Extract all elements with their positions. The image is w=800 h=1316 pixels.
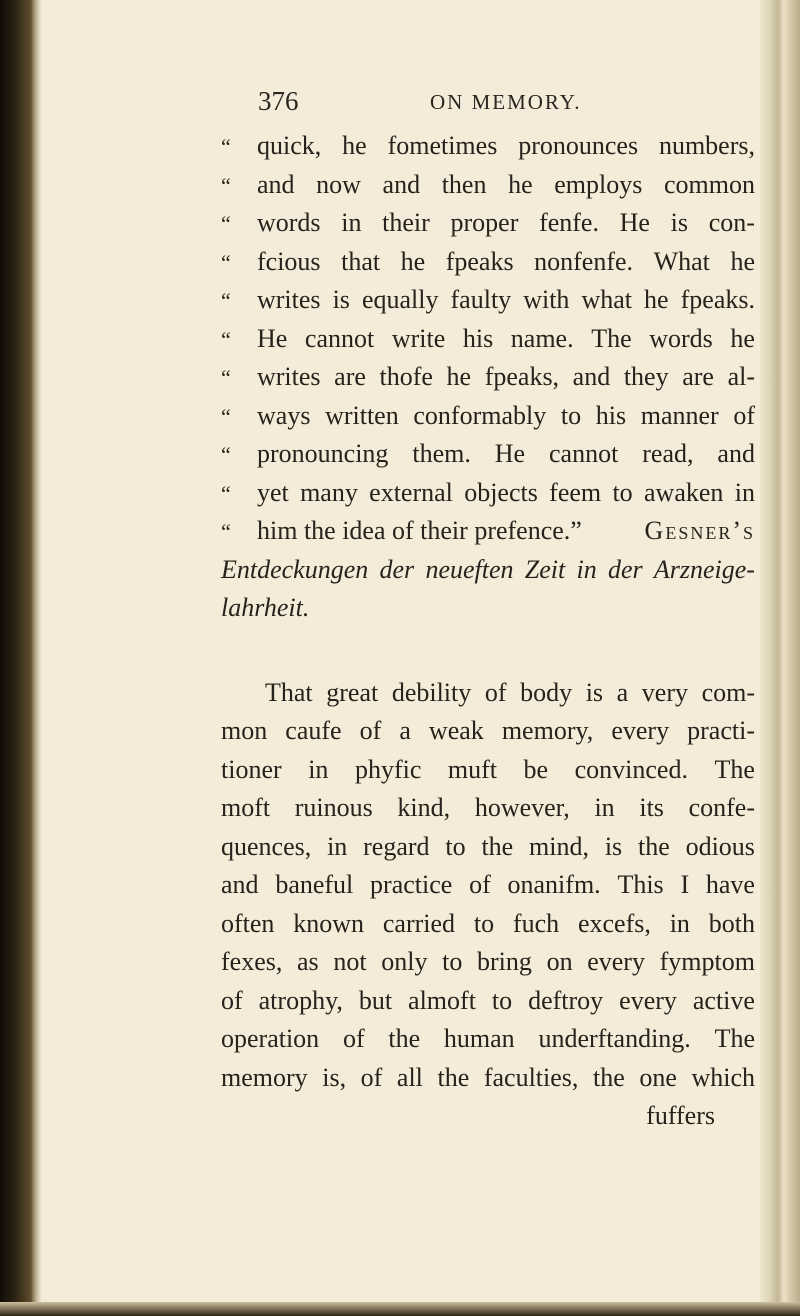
text-line [221, 674, 755, 713]
word: thofe [379, 362, 433, 391]
word: written [325, 400, 399, 430]
word: com- [701, 677, 755, 707]
word: read, [642, 439, 694, 468]
word: confe- [688, 793, 755, 822]
word: tioner [221, 754, 282, 784]
catchword: fuffers [646, 1101, 715, 1130]
word: convinced. [574, 754, 688, 784]
page-fore-edge [760, 0, 800, 1316]
word: to [560, 400, 582, 430]
word: al- [727, 362, 755, 391]
word: he [730, 246, 755, 276]
word: quick, [257, 131, 322, 160]
word: he [644, 285, 669, 314]
word: the [437, 1062, 470, 1092]
word: objects [464, 477, 538, 507]
word: his [595, 400, 627, 430]
word: is [332, 285, 350, 314]
word: and [257, 169, 295, 199]
word: ruinous [294, 793, 373, 822]
line-text [257, 127, 755, 166]
word: bring [477, 947, 532, 976]
quote-closing-text: him the idea of their prefence.” [257, 516, 582, 545]
word: of [733, 400, 755, 430]
word: Arzneige- [653, 554, 755, 584]
page-bottom-edge [0, 1302, 800, 1316]
page-number: 376 [258, 86, 299, 116]
catchword-line [221, 1097, 755, 1136]
text-line [221, 1020, 755, 1059]
word: words [649, 323, 713, 353]
word: as [297, 947, 319, 976]
line-text [257, 397, 755, 436]
word: I [680, 870, 690, 899]
word: muft [447, 754, 498, 784]
word: caufe [285, 716, 342, 745]
text-line [221, 243, 755, 282]
word: with [523, 285, 570, 314]
word: and [221, 870, 259, 899]
word: feem [549, 477, 602, 507]
word: is [670, 208, 689, 237]
word: deftroy [528, 985, 604, 1015]
word: fuch [512, 908, 560, 938]
word: he [400, 246, 426, 276]
word: conformably [413, 400, 547, 430]
word: pronounces [518, 131, 639, 160]
word: The [714, 754, 755, 784]
word: in [576, 554, 597, 584]
word: the [481, 831, 514, 861]
word: of [359, 716, 382, 745]
text-line [221, 905, 755, 944]
word: nonfenfe. [534, 246, 634, 276]
word: not [333, 947, 367, 976]
word: atrophy, [258, 985, 343, 1015]
word: almoft [408, 985, 476, 1015]
word: he [342, 131, 367, 160]
word: the [388, 1024, 421, 1053]
word: What [653, 246, 710, 276]
word: now [316, 169, 361, 199]
word: operation [221, 1024, 320, 1053]
word: of [360, 1062, 383, 1092]
word: fexes, [221, 947, 283, 976]
word: fpeaks, [484, 362, 560, 391]
word: writes [257, 285, 321, 314]
word: is [585, 677, 604, 707]
line-text [257, 358, 755, 397]
text-line [221, 943, 755, 982]
word: their [382, 208, 430, 237]
word: fcious [257, 246, 321, 276]
line-text [257, 320, 755, 359]
word: however, [474, 793, 570, 822]
word: This [617, 870, 664, 899]
word: to [473, 908, 495, 938]
word: fpeaks [445, 246, 514, 276]
text-line [221, 281, 755, 320]
word: moft [221, 793, 271, 822]
word: then [441, 169, 487, 199]
word: writes [257, 362, 321, 391]
page-header [0, 86, 800, 126]
page-gutter-shadow [0, 0, 42, 1316]
word: phyfic [354, 754, 422, 784]
word: but [358, 985, 393, 1015]
word: to [442, 947, 463, 976]
word: con- [708, 208, 755, 237]
word: every [619, 985, 677, 1015]
author-name: Gesner’s [644, 516, 755, 545]
line-text [257, 166, 755, 205]
paragraph-gap [221, 628, 755, 674]
attribution-line [221, 512, 755, 551]
word: every [587, 947, 645, 976]
running-head: ON MEMORY. [430, 90, 582, 114]
quoted-passage [221, 127, 755, 551]
word: external [369, 477, 453, 507]
word: name. [510, 323, 574, 353]
quote-mark: “ [221, 211, 231, 236]
word: cannot [549, 439, 619, 468]
word: of [342, 1024, 365, 1053]
text-line [221, 866, 755, 905]
word: der [379, 554, 415, 584]
quote-mark: “ [221, 326, 231, 352]
word: be [523, 754, 549, 784]
word: carried [382, 908, 456, 938]
text-line [221, 204, 755, 243]
word: The [591, 323, 632, 353]
word: Entdeckungen [221, 554, 369, 584]
word: memory [221, 1062, 308, 1092]
word: they [623, 362, 669, 391]
quote-mark: “ [221, 134, 231, 159]
word: The [714, 1024, 755, 1053]
word: der [607, 554, 643, 584]
word: are [682, 362, 714, 391]
word: to [612, 477, 633, 507]
word: He [619, 208, 650, 237]
word: is [604, 831, 623, 861]
line-text [257, 474, 755, 513]
word: to [445, 831, 466, 861]
word: regard [363, 831, 430, 861]
word: the [592, 1062, 625, 1092]
word: memory, [501, 716, 594, 745]
text-line [221, 166, 755, 205]
quote-mark: “ [221, 249, 231, 275]
word: its [639, 793, 664, 822]
text-line [221, 397, 755, 436]
line-text [257, 204, 755, 243]
quote-mark: “ [221, 442, 231, 467]
word: often [221, 908, 275, 938]
word: his [462, 323, 494, 353]
text-line [221, 474, 755, 513]
text-line [221, 751, 755, 790]
word: He [257, 323, 288, 353]
word: practi- [687, 716, 755, 745]
word: a [616, 677, 629, 707]
word: what [581, 285, 633, 314]
word: all [396, 1062, 423, 1092]
word: and [717, 439, 755, 468]
word: on [546, 947, 573, 976]
word: in [341, 208, 362, 237]
word: in [734, 477, 755, 507]
word: equally [361, 285, 439, 314]
word: which [691, 1062, 755, 1092]
word: common [663, 169, 755, 199]
text-line [221, 320, 755, 359]
word: in [669, 908, 690, 938]
book-title-line: lahrheit. [221, 593, 310, 622]
word: faculties, [483, 1062, 579, 1092]
word: and [382, 169, 421, 199]
quote-mark: “ [221, 288, 231, 313]
word: and [572, 362, 611, 391]
word: fpeaks. [680, 285, 755, 314]
word: mind, [529, 831, 589, 861]
text-line [221, 982, 755, 1021]
text-line [221, 1059, 755, 1098]
text-line [221, 127, 755, 166]
word: of [484, 677, 507, 707]
word: Zeit [524, 554, 566, 584]
word: to [491, 985, 513, 1015]
line-text [257, 281, 755, 320]
word: onanifm. [507, 870, 601, 899]
word: body [520, 677, 573, 707]
paragraph [221, 674, 755, 1136]
word: proper [450, 208, 519, 237]
word: kind, [397, 793, 451, 822]
word: he [446, 362, 472, 391]
word: excefs, [577, 908, 651, 938]
word: known [293, 908, 365, 938]
line-text [257, 435, 755, 474]
word: have [705, 870, 755, 899]
word: manner [640, 400, 719, 430]
word: faulty [450, 285, 512, 314]
text-line [221, 358, 755, 397]
word: active [692, 985, 755, 1015]
word: He [494, 439, 526, 468]
word: numbers, [658, 131, 755, 160]
word: employs [554, 169, 643, 199]
word: fymptom [659, 947, 755, 976]
word: neueften [425, 554, 514, 584]
quote-mark: “ [221, 480, 231, 506]
word: yet [257, 477, 289, 507]
word: mon [221, 716, 268, 745]
word: That [265, 677, 313, 707]
word: fenfe. [539, 208, 599, 237]
word: he [730, 323, 755, 353]
quote-mark: “ [221, 365, 231, 390]
text-line [221, 828, 755, 867]
word: is, [322, 1062, 347, 1092]
word: of [221, 985, 243, 1015]
word: only [381, 947, 428, 976]
word: the [637, 831, 670, 861]
text-line [221, 435, 755, 474]
word: in [327, 831, 348, 861]
word: one [639, 1062, 677, 1092]
word: write [391, 323, 446, 353]
body-text [221, 127, 755, 1136]
word: weak [428, 716, 484, 745]
word: odious [685, 831, 755, 861]
line-text [257, 243, 755, 282]
word: ways [257, 400, 311, 430]
word: in [308, 754, 329, 784]
word: great [326, 677, 379, 707]
word: practice [370, 870, 453, 899]
word: awaken [644, 477, 724, 507]
word: them. [412, 439, 471, 468]
quote-mark: “ [221, 403, 231, 429]
word: underftanding. [538, 1024, 691, 1053]
word: fometimes [387, 131, 498, 160]
word: that [341, 246, 381, 276]
word: are [334, 362, 366, 391]
word: both [708, 908, 755, 938]
book-title-line [221, 551, 755, 590]
word: of [469, 870, 491, 899]
quote-mark: “ [221, 519, 231, 544]
word: a [399, 716, 411, 745]
word: cannot [304, 323, 375, 353]
word: baneful [275, 870, 354, 899]
word: in [594, 793, 615, 822]
word: many [300, 477, 358, 507]
word: quences, [221, 831, 312, 861]
word: human [443, 1024, 515, 1053]
word: every [611, 716, 670, 745]
word: very [641, 677, 688, 707]
text-line [221, 712, 755, 751]
word: debility [391, 677, 472, 707]
word: words [257, 208, 321, 237]
word: pronouncing [257, 439, 389, 468]
word: he [508, 169, 533, 199]
text-line [221, 789, 755, 828]
quote-mark: “ [221, 172, 231, 198]
